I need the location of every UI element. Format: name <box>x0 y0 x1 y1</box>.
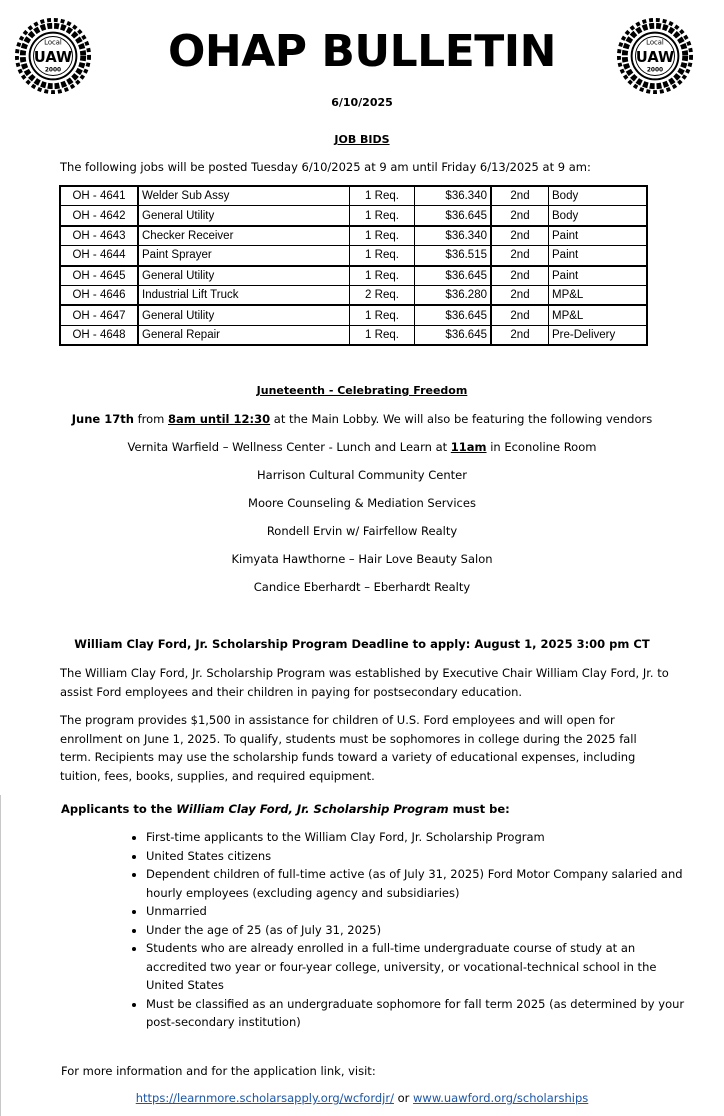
job-bid-req: 1 Req. <box>350 325 415 345</box>
vendor-line <box>0 440 724 454</box>
job-bid-shift: 2nd <box>491 285 549 305</box>
scholarsapply-link[interactable]: https://learnmore.scholarsapply.org/wcfordjr/ <box>135 1091 394 1105</box>
job-bid-req: 1 Req. <box>350 206 415 226</box>
job-bid-row <box>60 186 647 206</box>
job-bid-shift: 2nd <box>491 325 549 345</box>
juneteenth-location: at the Main Lobby. We will also be featuring the following vendors <box>270 412 653 426</box>
job-bid-dept: Paint <box>549 246 648 266</box>
logo-uaw-text: UAW <box>635 48 675 66</box>
logo-uaw-text: UAW <box>33 48 73 66</box>
vendor-time: 11am <box>450 440 487 454</box>
job-bid-shift: 2nd <box>491 266 549 286</box>
job-bid-row <box>60 246 647 266</box>
job-bid-job: General Repair <box>138 325 350 345</box>
job-bid-dept: Body <box>549 186 648 206</box>
job-bid-shift: 2nd <box>491 186 549 206</box>
job-bids-intro: The following jobs will be posted Tuesday 6/10/2025 at 9 am until Friday 6/13/2025 at 9 am: <box>60 160 591 174</box>
job-bid-row <box>60 325 647 345</box>
job-bid-dept: MP&L <box>549 285 648 305</box>
applicants-heading <box>61 800 671 819</box>
requirement-item: • Unmarried <box>146 902 691 921</box>
more-info-text: For more information and for the application link, visit: <box>61 1064 376 1078</box>
or-text: or <box>393 1091 414 1105</box>
requirement-item: • Under the age of 25 (as of July 31, 2025) <box>146 921 691 940</box>
logo-local-text: Local <box>646 38 664 47</box>
job-bid-rate: $36.515 <box>415 246 492 266</box>
bulletin-date: 6/10/2025 <box>331 96 393 109</box>
vendor-line: Kimyata Hawthorne – Hair Love Beauty Salon <box>231 552 493 566</box>
job-bid-id: OH - 4645 <box>60 266 138 286</box>
job-bid-job: General Utility <box>138 266 350 286</box>
job-bid-row <box>60 226 647 246</box>
scholarship-para-1: The William Clay Ford, Jr. Scholarship Program was established by Executive Chair William Clay Ford, Jr. to assist Ford employees and their children in paying for postsecondary education. <box>60 666 669 699</box>
requirement-item: • Dependent children of full-time active (as of July 31, 2025) Ford Motor Company salaried and hourly employees (excluding agency and subsidiaries) <box>146 865 691 902</box>
job-bid-req: 2 Req. <box>350 285 415 305</box>
job-bid-rate: $36.645 <box>415 266 492 286</box>
job-bid-req: 1 Req. <box>350 226 415 246</box>
applicants-post: must be: <box>448 802 510 816</box>
job-bid-shift: 2nd <box>491 206 549 226</box>
scholarship-heading: William Clay Ford, Jr. Scholarship Program Deadline to apply: August 1, 2025 3:00 pm CT <box>74 637 650 651</box>
requirement-item: • United States citizens <box>146 847 691 866</box>
job-bid-id: OH - 4643 <box>60 226 138 246</box>
job-bid-req: 1 Req. <box>350 305 415 325</box>
job-bid-row <box>60 305 647 325</box>
job-bid-job: Industrial Lift Truck <box>138 285 350 305</box>
job-bid-id: OH - 4648 <box>60 325 138 345</box>
vendor-line: Rondell Ervin w/ Fairfellow Realty <box>266 524 458 538</box>
applicants-program: William Clay Ford, Jr. Scholarship Program <box>176 802 449 816</box>
job-bid-dept: Paint <box>549 226 648 246</box>
requirement-item: • Must be classified as an undergraduate sophomore for fall term 2025 (as determined by your post-secondary institution) <box>146 995 691 1032</box>
job-bid-shift: 2nd <box>491 305 549 325</box>
job-bid-dept: MP&L <box>549 305 648 325</box>
job-bid-rate: $36.645 <box>415 206 492 226</box>
logo-year-text: 2000 <box>646 67 664 74</box>
vendor-text: Vernita Warfield – Wellness Center - Lunch and Learn at <box>127 440 451 454</box>
requirement-item: • First-time applicants to the William Clay Ford, Jr. Scholarship Program <box>146 828 691 847</box>
job-bid-id: OH - 4642 <box>60 206 138 226</box>
job-bids-heading: JOB BIDS <box>334 133 390 146</box>
applicants-pre: Applicants to the <box>61 802 177 816</box>
job-bid-job: Welder Sub Assy <box>138 186 350 206</box>
job-bid-row <box>60 206 647 226</box>
job-bid-row <box>60 266 647 286</box>
job-bid-rate: $36.645 <box>415 325 492 345</box>
juneteenth-time: 8am until 12:30 <box>168 412 271 426</box>
logo-year-text: 2000 <box>44 67 62 74</box>
job-bid-job: General Utility <box>138 305 350 325</box>
uawford-link[interactable]: www.uawford.org/scholarships <box>413 1091 589 1105</box>
job-bid-dept: Body <box>549 206 648 226</box>
vendor-line: Moore Counseling & Mediation Services <box>248 496 476 510</box>
job-bid-row <box>60 285 647 305</box>
juneteenth-date: June 17th <box>71 412 134 426</box>
job-bid-req: 1 Req. <box>350 186 415 206</box>
job-bid-rate: $36.645 <box>415 305 492 325</box>
job-bid-req: 1 Req. <box>350 246 415 266</box>
margin-rule <box>0 795 1 1116</box>
vendor-line: Candice Eberhardt – Eberhardt Realty <box>253 580 471 594</box>
logo-local-text: Local <box>44 38 62 47</box>
job-bid-id: OH - 4641 <box>60 186 138 206</box>
job-bid-rate: $36.340 <box>415 186 492 206</box>
juneteenth-details <box>0 412 724 426</box>
job-bid-shift: 2nd <box>491 226 549 246</box>
juneteenth-heading: Juneteenth - Celebrating Freedom <box>256 384 468 397</box>
job-bid-dept: Paint <box>549 266 648 286</box>
job-bid-req: 1 Req. <box>350 266 415 286</box>
job-bid-id: OH - 4646 <box>60 285 138 305</box>
links-line <box>0 1091 724 1105</box>
job-bids-table <box>59 185 648 346</box>
scholarship-para-2: The program provides $1,500 in assistance for children of U.S. Ford employees and will open for enrollment on June 1, 2025. To qualify, students must be sophomores in college during the 2025 fall term. Recipients may use the scholarship funds toward a variety of educational expenses, including tuition, fees, books, supplies, and required equipment. <box>60 713 637 783</box>
job-bid-shift: 2nd <box>491 246 549 266</box>
job-bid-job: Paint Sprayer <box>138 246 350 266</box>
job-bid-rate: $36.340 <box>415 226 492 246</box>
vendor-line: Harrison Cultural Community Center <box>257 468 467 482</box>
job-bid-job: Checker Receiver <box>138 226 350 246</box>
job-bid-job: General Utility <box>138 206 350 226</box>
job-bid-dept: Pre-Delivery <box>549 325 648 345</box>
job-bid-id: OH - 4647 <box>60 305 138 325</box>
bulletin-title: OHAP BULLETIN <box>168 26 556 77</box>
requirements-list <box>120 828 691 1032</box>
vendor-room: in Econoline Room <box>486 440 597 454</box>
job-bid-rate: $36.280 <box>415 285 492 305</box>
requirement-item: • Students who are already enrolled in a full-time undergraduate course of study at an accredited two year or four-year college, university, or vocational-technical school in the United States <box>146 939 691 995</box>
juneteenth-from: from <box>133 412 168 426</box>
job-bid-id: OH - 4644 <box>60 246 138 266</box>
